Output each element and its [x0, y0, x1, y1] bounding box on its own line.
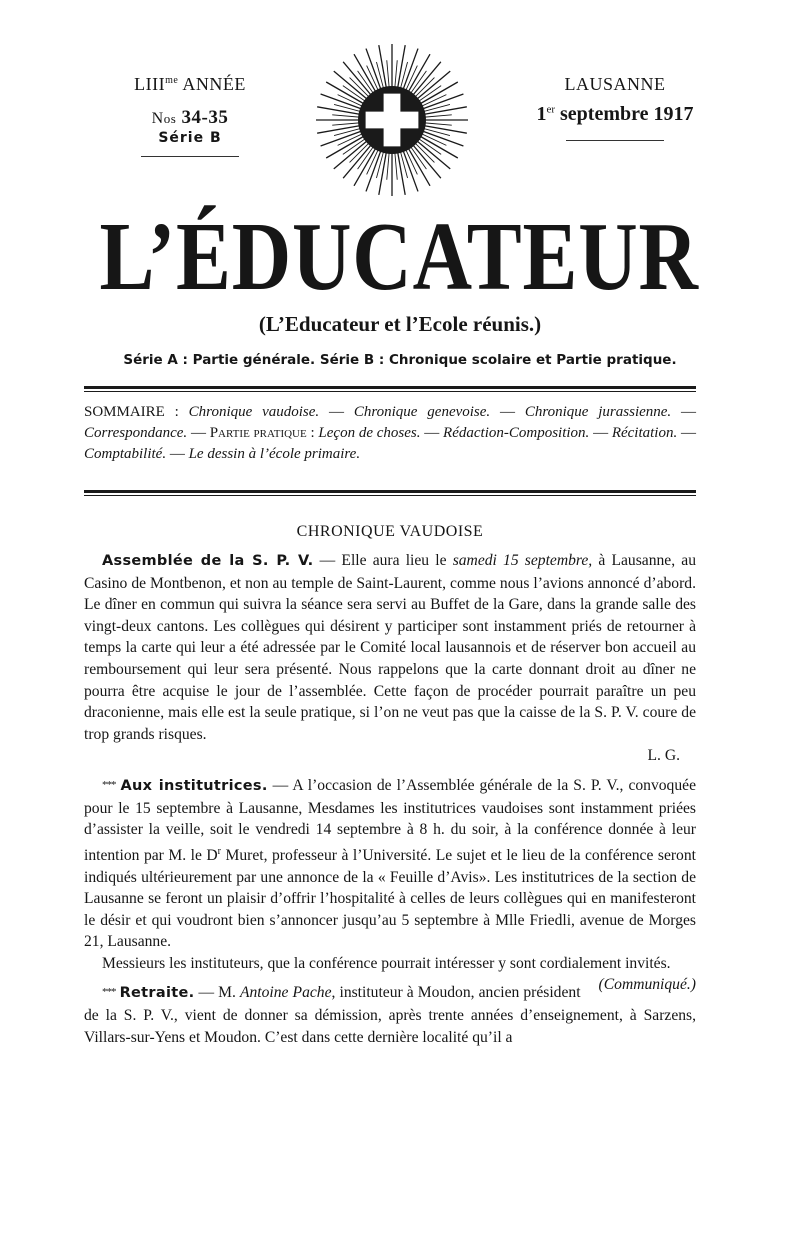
paragraph-retraite: *** Retraite. — M. Antoine Pache, instituteur à Moudon, ancien président de la S. P. V., vient de donner sa démission, après trente années d’enseignement, à Sarzens, Villars-sur-Yens et Moudon. C’est dans cette dernière localité qu’il a: [84, 984, 696, 1046]
series-description: Série A : Partie générale. Série B : Chronique scolaire et Partie pratique.: [123, 352, 677, 368]
article-body: [84, 550, 696, 1048]
paragraph-messieurs: Messieurs les instituteurs, que la conférence pourrait intéresser y sont cordialement invités. (Communiqué.): [102, 954, 696, 994]
issue-date: 1er septembre 1917: [536, 103, 694, 125]
city: LAUSANNE: [564, 74, 666, 94]
paragraph-assemblee: Assemblée de la S. P. V. — Elle aura lieu le samedi 15 septembre, à Lausanne, au Casino de Montbenon, et non au temple de Saint-Laurent, comme nous l’avions annoncé d’abord. Le dîner en commun qui suivra la séance sera servi au Buffet de la Gare, dans la grande salle des vingt-deux cantons. Les collègues qui désirent y participer sont instamment priés de retourner à temps la carte qui leur a été adressée par le Comité local lausannois et de réserver bon accueil au remboursement qui leur sera présenté. Nous rappelons que la carte donnant droit au dîner ne pourra être acquise le jour de l’assemblée. Cette façon de procéder pourrait paraître un peu draconienne, mais elle est la seule pratique, si l’on ne veut pas que la caisse de la S. P. V. coure de trop grands risques.: [84, 552, 696, 743]
signature: L. G.: [647, 747, 680, 765]
section-title: CHRONIQUE VAUDOISE: [296, 523, 484, 540]
swiss-cross-sunburst-icon: [312, 40, 472, 196]
top-double-rule: [84, 386, 696, 392]
bottom-double-rule: [84, 490, 696, 496]
serie-label: Série B: [158, 130, 222, 146]
issue-numbers: Nos 34-35: [151, 107, 229, 128]
header-right: [515, 74, 715, 141]
header-right-rule: [566, 140, 664, 141]
header-left: [100, 74, 280, 157]
annee: $LIII^{me}$ ANNÉE: [134, 74, 246, 94]
header-left-rule: [141, 156, 239, 157]
paragraph-institutrices: *** Aux institutrices. — A l’occasion de l’Assemblée générale de la S. P. V., convoquée pour le 15 septembre à Lausanne, Mesdames les institutrices vaudoises sont instamment priées d’assister la veille, soit le vendredi 14 septembre à 8 h. du soir, à la conférence donnée à leur intention par M. le $D^r$ Muret, professeur à l’Université. Le sujet et le lieu de la conférence seront indiqués ultérieurement par une annonce de la « Feuille d’Avis». Les institutrices de la section de Lausanne se feront un plaisir d’offrir l’hospitalité à celles de leurs collègues qui en manifesteront le désir et qui voudront bien s’annoncer jusqu’au 5 septembre à Mlle Friedli, avenue de Morges 21, Lausanne.: [84, 776, 696, 951]
masthead-title: L’ÉDUCATEUR: [99, 203, 699, 311]
table-of-contents: SOMMAIRE : Chronique vaudoise. — Chronique genevoise. — Chronique jurassienne. — Correspondance. — Partie pratique : Leçon de choses. — Rédaction-Composition. — Récitation. — Comptabilité. — Le dessin à l’école primaire.: [84, 404, 697, 462]
masthead-subtitle: (L’Educateur et l’Ecole réunis.): [258, 312, 542, 336]
